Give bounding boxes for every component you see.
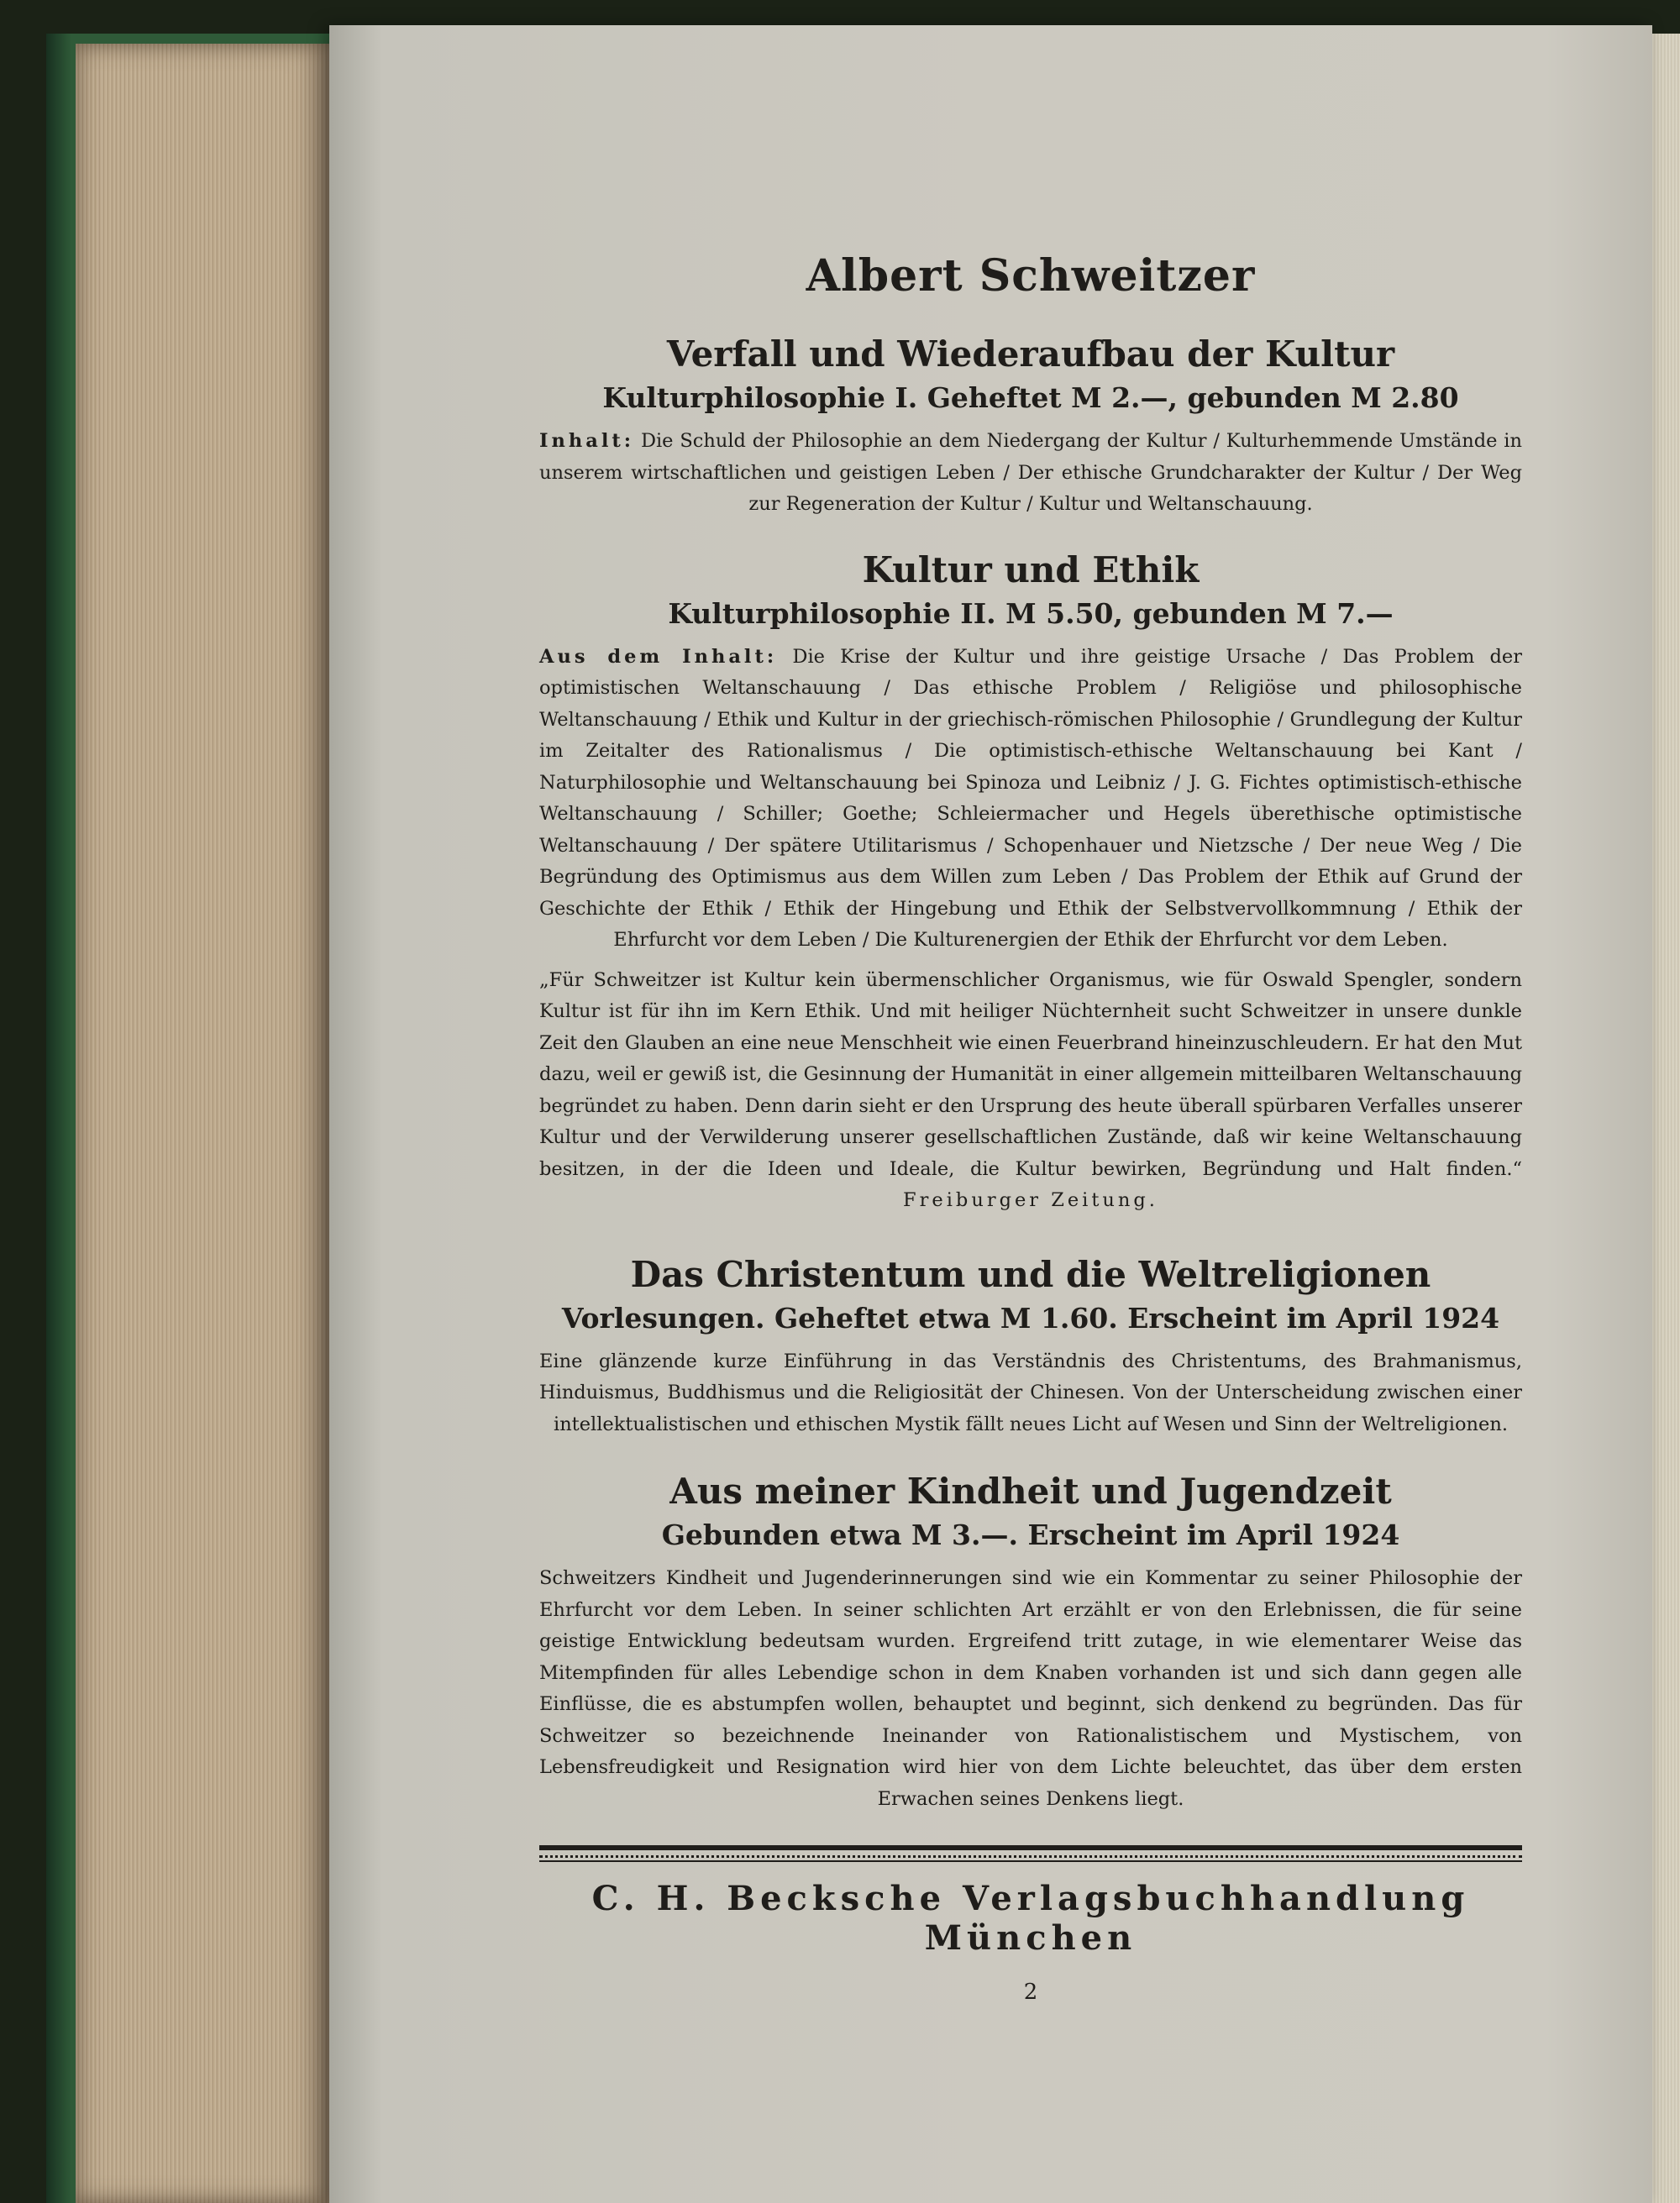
book-description: Schweitzers Kindheit und Jugenderinnerungen sind wie ein Kommentar zu seiner Philosophie der Ehrfurcht vor dem Leben. In seiner schlichten Art erzählt er von den Erlebnissen, die für seine geistige Entwicklung bedeutsam wurden. Ergreifend tritt zutage, in wie elementarer Weise das Mitempfinden für alles Lebendige schon in dem Knaben vorhanden ist und sich dann gegen alle Einflüsse, die es abstumpfen wollen, behauptet und beginnt, sich denkend zu begründen. Das für Schweitzer so bezeichnende Ineinander von Rationalistischem und Mystischem, von Lebensfreudigkeit und Resignation wird hier von dem Lichte beleuchtet, das über dem ersten Erwachen seines Denkens liegt. [539,1567,1522,1810]
book-subtitle: Kulturphilosophie I. Geheftet M 2.—, gebunden M 2.80 [602,381,1459,414]
author-heading: Albert Schweitzer [806,250,1256,302]
book-spine [46,34,71,2203]
contents-lead: Inhalt: [539,430,635,452]
decorative-rule [539,1845,1522,1862]
review-quote [539,965,1522,1217]
book-title: Aus meiner Kindheit und Jugendzeit [669,1471,1392,1512]
quote-source: Freiburger Zeitung. [903,1189,1158,1211]
book-title: Kultur und Ethik [862,548,1200,590]
page-number: 2 [1023,1980,1038,2005]
publisher-imprint: C. H. Becksche Verlagsbuchhandlung München [591,1879,1470,1958]
book-description: Eine glänzende kurze Einführung in das Verständnis des Christentums, des Brahmanismus, Hinduismus, Buddhismus und die Religiosität der Chinesen. Von der Unterscheidung zwischen einer intellektualistischen und ethischen Mystik fällt neues Licht auf Wesen und Sinn der Weltreligionen. [539,1350,1522,1435]
quote-text: „Für Schweitzer ist Kultur kein übermenschlicher Organismus, wie für Oswald Spengler, sondern Kultur ist für ihn im Kern Ethik. Und mit heiliger Nüchternheit sucht Schweitzer in unsere dunkle Zeit den Glauben an eine neue Menschheit wie einen Feuerbrand hineinzuschleudern. Er hat den Mut dazu, weil er gewiß ist, die Gesinnung der Humanität in einer allgemein mitteilbaren Weltanschauung begründet zu haben. Denn darin sieht er den Ursprung des heute überall spürbaren Verfalles unserer Kultur und der Verwilderung unserer gesellschaftlichen Zustände, daß wir keine Weltanschauung besitzen, in der die Ideen und Ideale, die Kultur bewirken, Begründung und Halt finden.“ [539,968,1522,1180]
book-title: Verfall und Wiederaufbau der Kultur [666,333,1395,375]
book-description [539,426,1522,521]
book-entry-kultur-ethik [539,549,1522,1217]
book-entry-christentum [539,1254,1522,1441]
book-entry-kindheit [539,1471,1522,1815]
book-description [539,642,1522,957]
book-title: Das Christentum und die Weltreligionen [630,1253,1431,1295]
book-subtitle: Gebunden etwa M 3.—. Erscheint im April 1924 [661,1518,1400,1551]
contents-lead: Aus dem Inhalt: [539,645,778,668]
page-edges [76,44,332,2203]
book-page [329,25,1652,2203]
book-subtitle: Vorlesungen. Geheftet etwa M 1.60. Erscheint im April 1924 [561,1301,1500,1335]
book-subtitle: Kulturphilosophie II. M 5.50, gebunden M 7.— [668,596,1394,630]
contents-text: Die Krise der Kultur und ihre geistige Ursache / Das Problem der optimistischen Weltanschauung / Das ethische Problem / Religiöse und philosophische Weltanschauung / Ethik und Kultur in der griechisch-römischen Philosophie / Grundlegung der Kultur im Zeitalter des Rationalismus / Die optimistisch-ethische Weltanschauung bei Kant / Naturphilosophie und Weltanschauung bei Spinoza und Leibniz / J. G. Fichtes optimistisch-ethische Weltanschauung / Schiller; Goethe; Schleiermacher und Hegels überethische optimistische Weltanschauung / Der spätere Utilitarismus / Schopenhauer und Nietzsche / Der neue Weg / Die Begründung des Optimismus aus dem Willen zum Leben / Das Problem der Ethik auf Grund der Geschichte der Ethik / Ethik der Hingebung und Ethik der Selbstvervollkommnung / Ethik der Ehrfurcht vor dem Leben / Die Kulturenergien der Ethik der Ehrfurcht vor dem Leben. [539,645,1522,951]
book-entry-verfall [539,333,1522,521]
contents-text: Die Schuld der Philosophie an dem Niedergang der Kultur / Kulturhemmende Umstände in unserem wirtschaftlichen und geistigen Leben / Der ethische Grundcharakter der Kultur / Der Weg zur Regeneration der Kultur / Kultur und Weltanschauung. [539,430,1522,515]
page-content [539,235,1522,2005]
